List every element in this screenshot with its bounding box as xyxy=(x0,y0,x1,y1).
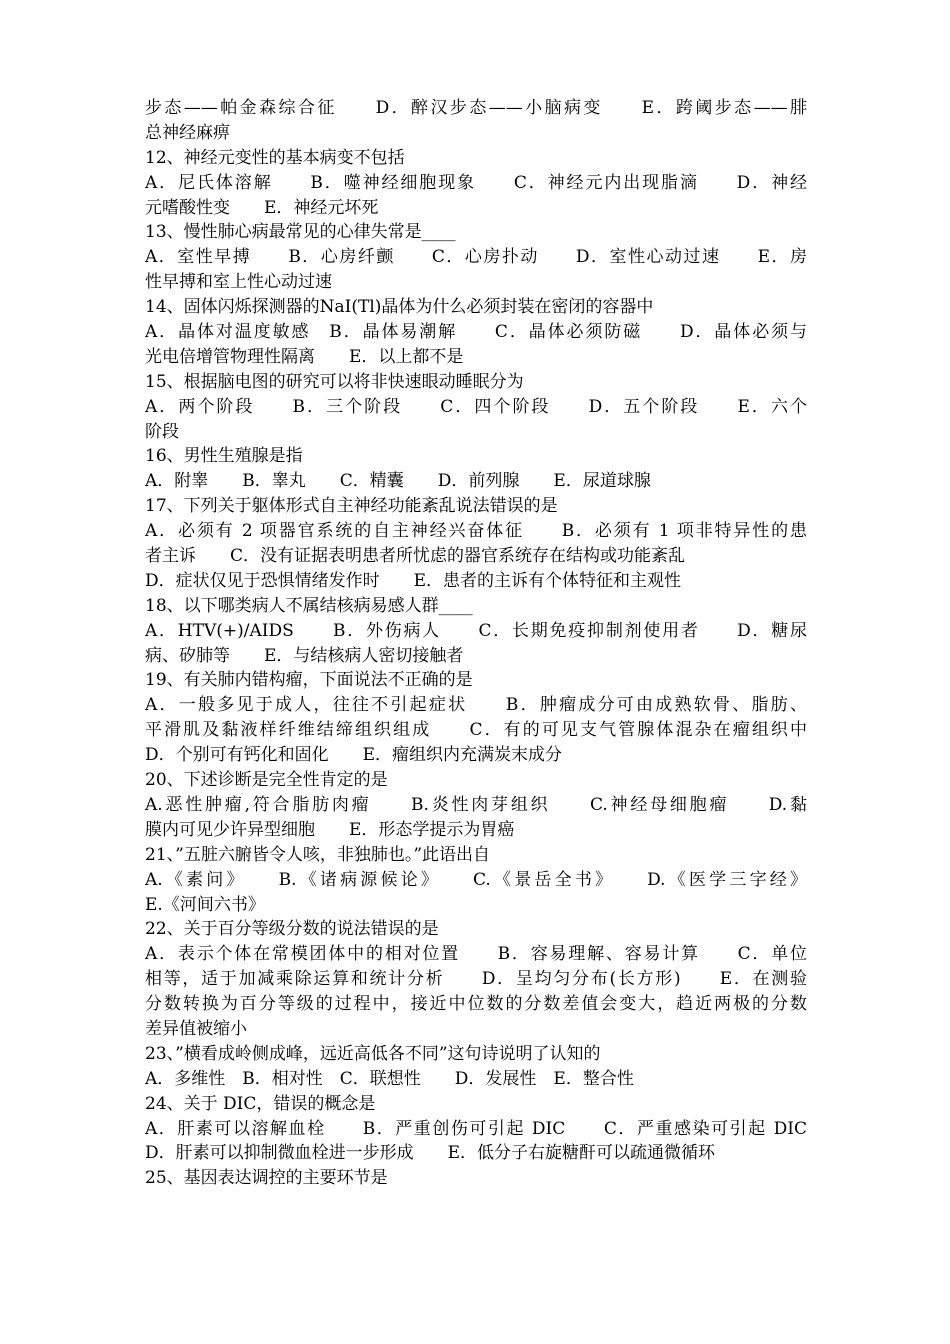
text-line: A．表示个体在常模团体中的相对位置 B．容易理解、容易计算 C．单位 xyxy=(145,944,807,965)
text-line: 平滑肌及黏液样纤维结缔组织组成 C．有的可见支气管腺体混杂在瘤组织中 xyxy=(145,720,807,741)
text-line: 19、有关肺内错构瘤，下面说法不正确的是 xyxy=(145,670,473,691)
text-line: D．个别可有钙化和固化 E．瘤组织内充满炭末成分 xyxy=(145,745,563,766)
text-line: 24、关于 DIC，错误的概念是 xyxy=(145,1093,376,1114)
text-line: 差异值被缩小 xyxy=(145,1018,247,1039)
text-line: A．尼氏体溶解 B．噬神经细胞现象 C．神经元内出现脂滴 D．神经 xyxy=(145,172,807,193)
text-line: 膜内可见少许异型细胞 E．形态学提示为胃癌 xyxy=(145,819,515,840)
text-line: 13、慢性肺心病最常见的心律失常是____ xyxy=(145,222,456,243)
text-line: 17、下列关于躯体形式自主神经功能紊乱说法错误的是 xyxy=(145,496,558,517)
document-page xyxy=(145,96,807,1191)
text-line: 阶段 xyxy=(145,421,179,442)
text-line: 14、固体闪烁探测器的NaI(Tl)晶体为什么必须封装在密闭的容器中 xyxy=(145,297,654,318)
text-line: 21、”五脏六腑皆令人咳，非独肺也。”此语出自 xyxy=(145,844,491,865)
text-line: A．必须有 2 项器官系统的自主神经兴奋体征 B．必须有 1 项非特异性的患 xyxy=(145,521,807,542)
text-line: A．HTV(+)/AIDS B．外伤病人 C．长期免疫抑制剂使用者 D．糖尿 xyxy=(145,620,807,641)
text-line: D．症状仅见于恐惧情绪发作时 E．患者的主诉有个体特征和主观性 xyxy=(145,570,682,591)
text-line: 总神经麻痹 xyxy=(145,122,230,143)
text-line: 者主诉 C．没有证据表明患者所忧虑的器官系统存在结构或功能紊乱 xyxy=(145,546,686,567)
text-line: A．肝素可以溶解血栓 B．严重创伤可引起 DIC C．严重感染可引起 DIC xyxy=(145,1118,807,1139)
text-line: 病、矽肺等 E．与结核病人密切接触者 xyxy=(145,645,464,666)
text-line: A.《素问》 B.《诸病源候论》 C.《景岳全书》 D.《医学三字经》 xyxy=(145,869,807,890)
text-line: A.恶性肿瘤,符合脂肪肉瘤 B.炎性肉芽组织 C.神经母细胞瘤 D.黏 xyxy=(145,794,807,815)
text-line: A．室性早搏 B．心房纤颤 C．心房扑动 D．室性心动过速 E．房 xyxy=(145,247,807,268)
text-line: 步态——帕金森综合征 D．醉汉步态——小脑病变 E．跨阈步态——腓 xyxy=(145,98,807,118)
text-line: 元嗜酸性变 E．神经元坏死 xyxy=(145,197,379,218)
text-line: 16、男性生殖腺是指 xyxy=(145,446,303,467)
text-line: E.《河间六书》 xyxy=(145,894,265,915)
text-line: 18、以下哪类病人不属结核病易感人群____ xyxy=(145,595,473,616)
text-line: 分数转换为百分等级的过程中，接近中位数的分数差值会变大，趋近两极的分数 xyxy=(145,994,807,1015)
text-line: 光电倍增管物理性隔离 E．以上都不是 xyxy=(145,346,464,367)
text-line: 23、”横看成岭侧成峰，远近高低各不同”这句诗说明了认知的 xyxy=(145,1043,601,1064)
text-line: A．两个阶段 B．三个阶段 C．四个阶段 D．五个阶段 E．六个 xyxy=(145,396,807,417)
text-line: A．一般多见于成人，往往不引起症状 B．肿瘤成分可由成熟软骨、脂肪、 xyxy=(145,695,807,716)
text-line: A．晶体对温度敏感 B．晶体易潮解 C．晶体必须防磁 D．晶体必须与 xyxy=(145,322,807,343)
text-line: 20、下述诊断是完全性肯定的是 xyxy=(145,770,388,791)
text-line: D．肝素可以抑制微血栓进一步形成 E．低分子右旋糖酐可以疏通微循环 xyxy=(145,1143,716,1164)
text-line: 22、关于百分等级分数的说法错误的是 xyxy=(145,919,439,940)
text-line: 相等，适于加减乘除运算和统计分析 D．呈均匀分布(长方形) E．在测验 xyxy=(145,969,807,990)
text-line: 15、根据脑电图的研究可以将非快速眼动睡眠分为 xyxy=(145,371,524,392)
text-line: A．多维性 B．相对性 C．联想性 D．发展性 E．整合性 xyxy=(145,1068,634,1089)
text-line: 性早搏和室上性心动过速 xyxy=(145,272,332,293)
text-line: 12、神经元变性的基本病变不包括 xyxy=(145,147,405,168)
text-line: 25、基因表达调控的主要环节是 xyxy=(145,1168,388,1189)
text-line: A．附睾 B．睾丸 C．精囊 D．前列腺 E．尿道球腺 xyxy=(145,471,651,492)
